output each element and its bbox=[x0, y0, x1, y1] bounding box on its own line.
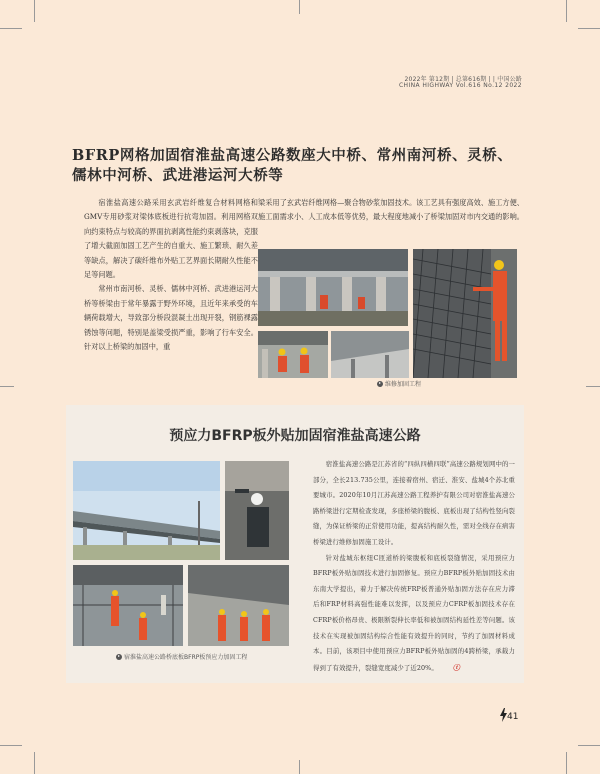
paragraph: 常州市南河桥、灵桥、儒林中河桥、武进港运河大桥等桥梁由于常年暴露于野外环境，且近年来承受的车辆荷载增大，导致部分桥段混凝土出现开裂，钢筋裸露锈蚀等问题，特别是盖梁受损严重，影响了行车安全。针对以上桥梁的加固中，重 bbox=[84, 284, 258, 352]
article-title: BFRP网格加固宿淮盐高速公路数座大中桥、常州南河桥、灵桥、儒林中河桥、武进港运河大桥等 bbox=[72, 147, 513, 184]
crop-mark bbox=[299, 760, 300, 774]
article-title: 预应力BFRP板外贴加固宿淮盐高速公路 bbox=[169, 428, 421, 444]
caption-text: 维修加固工程 bbox=[385, 381, 422, 388]
article-column-right: 梁采用了玄武岩纤维网格—聚合物砂浆加固技术。该工艺具有强度高效、施工方便、施工面需求小、人工成本低等优势，最大程度地减小了桥梁加固对市内交通的影响。 bbox=[258, 198, 524, 222]
crop-mark bbox=[299, 0, 300, 14]
crop-mark bbox=[0, 745, 22, 746]
crop-mark bbox=[34, 752, 35, 774]
article-column-left bbox=[84, 196, 258, 354]
crop-mark bbox=[34, 0, 35, 22]
play-icon bbox=[377, 381, 383, 387]
crop-mark bbox=[578, 28, 600, 29]
bridge-underside-photo bbox=[258, 249, 408, 326]
photo-caption bbox=[116, 652, 247, 661]
crop-mark bbox=[566, 0, 567, 22]
article-body bbox=[313, 457, 515, 676]
highway-bridge-photo bbox=[73, 461, 220, 560]
paragraph-text: 针对盐城东枢纽C匝道桥的梁腹板和底板裂缝情况，采用预应力BFRP板外贴加固技术进行加固修复。预应力BFRP板外贴加固技术由东南大学提出，着力于解决传统FRP板普通外贴加固方法存在应力滞后和FRP材料高强性能难以发挥，以及预应力CFRP板加固技术存在CFRP板价格昂贵、极限断裂伸长率低和被加固结构延性差等问题。该技术在实现被加固结构综合性能有效提升的同时，节约了加固材料成本。目前，该项目中使用预应力BFRP板外贴加固的4跨桥梁，承载力得到了有效提升，裂缝宽度减少了近20%。 bbox=[313, 553, 515, 672]
paragraph bbox=[313, 551, 515, 677]
engineer-inspection-photo bbox=[225, 461, 289, 560]
page-number bbox=[500, 708, 518, 722]
lightning-icon bbox=[500, 708, 507, 722]
caption-text: 宿淮盐高速公路桥底板BFRP板预应力加固工程 bbox=[124, 654, 248, 661]
crop-mark bbox=[566, 752, 567, 774]
issue-info: 2022年 第12期 | 总第616期 | | 中国公路 bbox=[404, 76, 522, 83]
play-icon bbox=[116, 654, 122, 660]
girder-repair-photo bbox=[188, 565, 289, 646]
photo-caption bbox=[377, 379, 421, 388]
crop-mark bbox=[0, 28, 22, 29]
paragraph: 宿淮盐高速公路是江苏省的“四纵四横四联”高速公路规划网中的一部分，全长213.735公里，连接着宿州、宿迁、淮安、盐城4个苏北重要城市。2020年10月江苏高速公路工程养护有限公司对宿淮盐高速公路桥梁进行定期检查发现，多座桥梁的腹板、底板出现了结构性竖向裂缝，为保证桥梁的正常使用功能，提高结构耐久性，需对全线存在病害桥梁进行维修加固施工设计。 bbox=[313, 460, 515, 546]
worker-photo bbox=[258, 331, 328, 378]
crop-mark bbox=[0, 386, 14, 387]
end-mark-icon: ⓣ bbox=[452, 662, 460, 672]
crop-mark bbox=[586, 386, 600, 387]
workers-scaffold-photo bbox=[73, 565, 183, 646]
crop-mark bbox=[578, 745, 600, 746]
grid-reinforcement-photo bbox=[413, 249, 517, 378]
paragraph: 宿淮盐高速公路采用玄武岩纤维复合材料网格和GMV专用砂浆对梁体底板进行抗弯加固。利用网格双向约束特点与较高的界面抗剥离性能约束剥落块，克服了增大截面加固工艺产生的自重大、施工繁琐、耐久差等缺点，解决了碳纤维布外贴工艺界面长期耐久性能不足等问题。 bbox=[84, 198, 258, 280]
beam-repair-photo bbox=[331, 331, 409, 378]
journal-english-name: CHINA HIGHWAY Vol.616 No.12 2022 bbox=[398, 82, 522, 89]
page-number-text: 41 bbox=[507, 712, 519, 722]
